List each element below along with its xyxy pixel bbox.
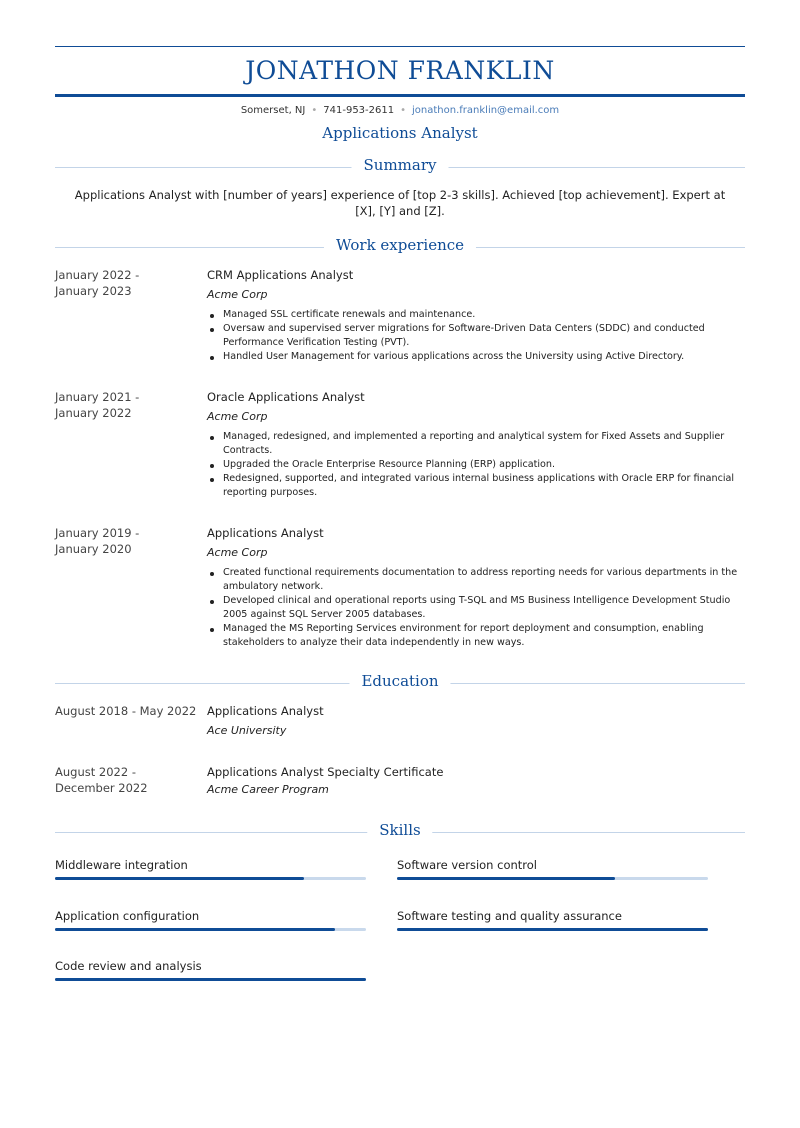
bullet-item: Upgraded the Oracle Enterprise Resource Planning (ERP) application.	[207, 458, 747, 472]
skill-label: Code review and analysis	[55, 959, 202, 973]
name-rule	[55, 94, 745, 97]
skill-bar-fill	[397, 928, 708, 931]
entry-body	[207, 764, 747, 798]
date-start: January 2021 -	[55, 390, 140, 404]
skill-label: Software version control	[397, 858, 537, 872]
skill-bar-fill	[55, 928, 335, 931]
bullet-item: Handled User Management for various applications across the University using Active Directory.	[207, 350, 747, 364]
entry-dates	[55, 703, 205, 719]
skill-bar-track	[397, 877, 708, 880]
entry-body	[207, 267, 747, 364]
bullet-item: Redesigned, supported, and integrated various internal business applications with Oracle ERP for financial reporting purposes.	[207, 472, 747, 500]
section-title: Work experience	[324, 236, 476, 254]
entry-dates	[55, 764, 195, 796]
section-title: Education	[349, 672, 450, 690]
entry-body	[207, 703, 747, 739]
bullet-item: Managed, redesigned, and implemented a reporting and analytical system for Fixed Assets and Supplier Contracts.	[207, 430, 747, 458]
bullet-item: Managed SSL certificate renewals and maintenance.	[207, 308, 747, 322]
section-title: Skills	[367, 821, 432, 839]
summary-text: Applications Analyst with [number of years] experience of [top 2-3 skills]. Achieved [top achievement]. Expert at [X], [Y] and [Z].	[74, 188, 726, 218]
skill-item	[55, 908, 366, 924]
skill-item	[397, 857, 708, 873]
skill-bar-track	[55, 877, 366, 880]
entry-organization: Acme Corp	[207, 288, 268, 301]
section-work-experience	[55, 236, 745, 258]
section-skills	[55, 821, 745, 843]
location: Somerset, NJ	[240, 105, 306, 116]
skill-bar-fill	[55, 877, 304, 880]
entry-organization: Acme Corp	[207, 546, 268, 559]
candidate-name: JONATHON FRANKLIN	[245, 56, 555, 85]
skill-bar-fill	[397, 877, 615, 880]
bullet-list	[207, 308, 747, 364]
email-link[interactable]: jonathon.franklin@email.com	[412, 105, 560, 116]
separator-dot-icon: •	[311, 105, 318, 116]
skill-item	[55, 958, 366, 974]
bullet-list	[207, 566, 747, 650]
entry-role: Applications Analyst	[207, 526, 324, 540]
entry-organization: Acme Career Program	[207, 783, 329, 796]
date-end: January 2023	[55, 284, 132, 298]
date-end: January 2022	[55, 406, 132, 420]
entry-organization: Acme Corp	[207, 410, 268, 423]
entry-body	[207, 389, 747, 500]
skill-bar-track	[55, 928, 366, 931]
entry-dates	[55, 525, 195, 557]
date-start: August 2018 - May 2022	[55, 704, 197, 718]
separator-dot-icon: •	[400, 105, 407, 116]
entry-role: Applications Analyst Specialty Certificate	[207, 765, 444, 779]
bullet-list	[207, 430, 747, 500]
entry-role: Applications Analyst	[207, 704, 324, 718]
date-end: January 2020	[55, 542, 132, 556]
skill-bar-fill	[55, 978, 366, 981]
date-end: December 2022	[55, 781, 148, 795]
contact-line	[0, 105, 800, 116]
section-summary	[55, 156, 745, 178]
top-rule	[55, 46, 745, 47]
phone: 741-953-2611	[323, 105, 395, 116]
entry-role: CRM Applications Analyst	[207, 268, 354, 282]
skill-label: Software testing and quality assurance	[397, 909, 622, 923]
date-start: January 2022 -	[55, 268, 140, 282]
section-title: Summary	[352, 156, 449, 174]
skill-item	[397, 908, 708, 924]
entry-role: Oracle Applications Analyst	[207, 390, 365, 404]
entry-dates	[55, 389, 195, 421]
bullet-item: Created functional requirements documentation to address reporting needs for various departments in the ambulatory network.	[207, 566, 747, 594]
skill-bar-track	[55, 978, 366, 981]
section-education	[55, 672, 745, 694]
skill-label: Middleware integration	[55, 858, 188, 872]
entry-organization: Ace University	[207, 724, 287, 737]
date-start: January 2019 -	[55, 526, 140, 540]
bullet-item: Managed the MS Reporting Services environment for report deployment and consumption, enabling stakeholders to analyze their data independently in new ways.	[207, 622, 747, 650]
skill-bar-track	[397, 928, 708, 931]
date-start: August 2022 -	[55, 765, 136, 779]
skill-item	[55, 857, 366, 873]
bullet-item: Oversaw and supervised server migrations for Software-Driven Data Centers (SDDC) and conducted Performance Verification Testing (PVT).	[207, 322, 747, 350]
bullet-item: Developed clinical and operational reports using T-SQL and MS Business Intelligence Development Studio 2005 against SQL Server 2005 databases.	[207, 594, 747, 622]
entry-body	[207, 525, 747, 650]
skill-label: Application configuration	[55, 909, 200, 923]
job-title: Applications Analyst	[322, 124, 478, 142]
entry-dates	[55, 267, 195, 299]
